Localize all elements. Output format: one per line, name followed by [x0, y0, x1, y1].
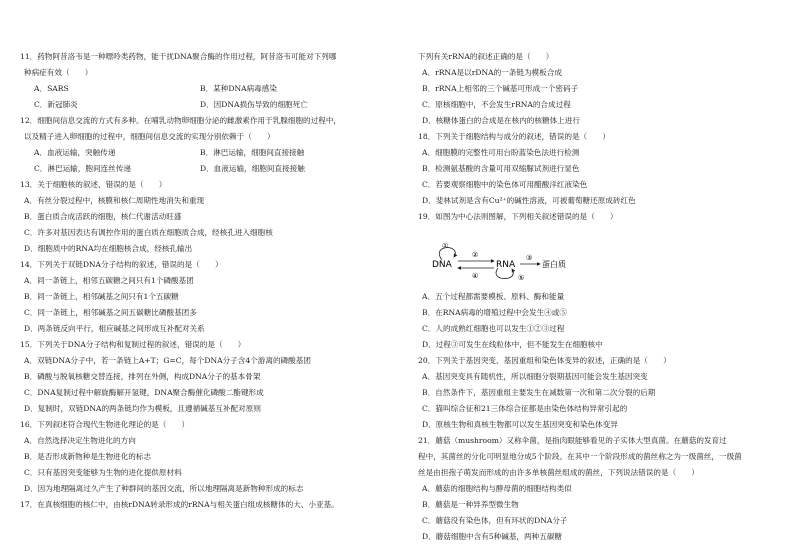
- q12-option-b: B．淋巴运输，细胞间直接接触: [200, 148, 305, 157]
- q16-option-b: B．是否形成新物种是生物进化的标志: [24, 452, 152, 461]
- q11-option-b: B．某种DNA病毒感染: [200, 84, 277, 93]
- q14-option-a: A．同一条链上，相邻五碳糖之间只有1个磷酸基团: [24, 276, 194, 285]
- q17-option-c: C．原核细胞中，不会发生rRNA的合成过程: [422, 100, 571, 109]
- q17-option-d: D．核糖体蛋白的合成是在核内的核糖体上进行: [422, 116, 580, 125]
- q13-option-a: A．有丝分裂过程中，核膜和核仁周期性地消失和重现: [24, 196, 205, 205]
- q12-stem-line1: 12．细胞间信息交流的方式有多种。在哺乳动物卵细胞分泌的雌激素作用于乳腺细胞的过程中，: [20, 116, 342, 125]
- q16-option-c: C．只有基因突变能够为生物的进化提供原材料: [24, 468, 182, 477]
- q18-option-b: B．检测氨基酸的含量可用双缩脲试剂进行显色: [422, 164, 580, 173]
- q20-option-a: A．基因突变具有随机性，所以细胞分裂期基因可能会发生基因突变: [422, 372, 648, 381]
- q14-option-c: C．同一条链上，相邻碱基之间五碳糖比磷酸基团多: [24, 308, 197, 317]
- label-1: ①: [442, 242, 449, 250]
- left-column: [20, 0, 392, 550]
- q19-option-d: D．过程③可发生在线粒体中，但不能发生在细胞核中: [422, 340, 603, 349]
- rna-node: RNA: [496, 260, 516, 270]
- q21-option-d: D．蘑菇细胞中含有5种碱基，两种五碳糖: [422, 532, 563, 541]
- q17-stem: 17．在真核细胞的核仁中，由核rDNA转录形成的rRNA与相关蛋白组成核糖体的大、小亚基。: [20, 500, 339, 509]
- q14-option-d: D．两条链反向平行，相应碱基之间形成互补配对关系: [24, 324, 205, 333]
- q18-stem: 18．下列关于细胞结构与成分的叙述，错误的是（ ）: [418, 132, 610, 141]
- q21-stem-line1: 21．蘑菇（mushroom）又称伞菌，是指肉眼能够看见的子实体大型真菌。在蘑菇的发育过: [418, 436, 727, 445]
- q11-stem-line1: 11．药物阿昔洛韦是一种嘌呤类药物，能干扰DNA聚合酶的作用过程，阿昔洛韦可能对下列哪: [20, 52, 337, 61]
- q19-option-c: C．人的成熟红细胞也可以发生①②③过程: [422, 324, 565, 333]
- q11-option-c: C．新冠肺炎: [34, 100, 78, 109]
- right-column: [418, 0, 790, 550]
- q13-stem: 13．关于细胞核的叙述，错误的是（ ）: [20, 180, 167, 189]
- q16-stem: 16．下列叙述符合现代生物进化理论的是（ ）: [20, 420, 190, 429]
- q16-option-a: A．自然选择决定生物进化的方向: [24, 436, 136, 445]
- q16-option-d: D．因为地理隔离过久产生了种群间的基因交流，所以地理隔离是新物种形成的标志: [24, 484, 304, 493]
- q21-stem-line2: 程中，其菌丝的分化可明显地分成5个阶段。在其中一个阶段形成的菌丝称之为一级菌丝，一级菌: [418, 452, 742, 461]
- q21-option-a: A．蘑菇的细胞结构与酵母菌的细胞结构类似: [422, 484, 572, 493]
- q13-option-d: D．细胞质中的RNA均在细胞核合成，经核孔输出: [24, 244, 193, 253]
- q19-option-a: A．五个过程都需要模板、原料、酶和能量: [422, 292, 565, 301]
- label-4: ④: [472, 272, 479, 280]
- q21-option-c: C．蘑菇没有染色体，但有环状的DNA分子: [422, 516, 568, 525]
- q15-option-d: D．复制时，双链DNA的两条链均作为模板，且遵循碱基互补配对原则: [24, 404, 261, 413]
- q15-option-c: C．DNA复制过程中解旋酶解开氢键，DNA聚合酶催化磷酸二酯键形成: [24, 388, 264, 397]
- q21-option-b: B．蘑菇是一种异养型微生物: [422, 500, 519, 509]
- q11-option-d: D．因DNA损伤导致的细胞死亡: [200, 100, 308, 109]
- q13-option-b: B．蛋白质合成活跃的细胞，核仁代谢活动旺盛: [24, 212, 182, 221]
- q15-option-a: A．双链DNA分子中，若一条链上A+T；G=C，每个DNA分子含4个游离的磷酸基团: [24, 356, 311, 365]
- q20-option-c: C．猫叫综合征和21三体综合征都是由染色体结构异常引起的: [422, 404, 628, 413]
- q12-option-a: A．血液运输，突触传递: [34, 148, 116, 157]
- q14-option-b: B．同一条链上，相邻碱基之间只有1个五碳糖: [24, 292, 179, 301]
- q11-stem-line2: 种病症有效（ ）: [24, 68, 93, 77]
- q21-stem-line3: 丝是由担孢子萌发而形成的由许多单核菌丝组成的菌丝，下列说法错误的是（ ）: [418, 468, 699, 477]
- q13-option-c: C．许多对基因表达有调控作用的蛋白质在细胞质合成，经核孔进入细胞核: [24, 228, 273, 237]
- label-5: ⑤: [518, 274, 525, 282]
- label-3: ③: [526, 254, 533, 262]
- q12-option-c: C．淋巴运输，胞间连丝传递: [34, 164, 131, 173]
- q11-option-a: A．SARS: [34, 84, 69, 93]
- q18-option-c: C．若要观察细胞中的染色体可用醋酸洋红液染色: [422, 180, 588, 189]
- q19-option-b: B．在RNA病毒的增殖过程中会发生④或⑤: [422, 308, 567, 317]
- q17-option-a: A．rRNA是以rDNA的一条链为模板合成: [422, 68, 562, 77]
- q18-option-a: A．细胞膜的完整性可用台盼蓝染色法进行检测: [422, 148, 580, 157]
- label-2: ②: [472, 251, 479, 259]
- q12-stem-line2: 以及精子进入卵细胞的过程中，细胞间信息交流的实现分别依赖于（ ）: [24, 132, 275, 141]
- q15-stem: 15．下列关于DNA分子结构和复制过程的叙述，错误的是（ ）: [20, 340, 246, 349]
- q15-option-b: B．磷酸与脱氧核糖交替连接，排列在外侧，构成DNA分子的基本骨架: [24, 372, 261, 381]
- protein-node: 蛋白质: [542, 260, 566, 269]
- q18-option-d: D．斐林试剂是含有Cu²⁺的碱性溶液，可被葡萄糖还原成砖红色: [422, 196, 636, 205]
- dna-node: DNA: [432, 260, 452, 270]
- q17-option-b: B．rRNA上相邻的三个碱基可形成一个密码子: [422, 84, 579, 93]
- central-dogma-diagram: [428, 240, 578, 282]
- q14-stem: 14．下列关于双链DNA分子结构的叙述，错误的是（ ）: [20, 260, 223, 269]
- q20-option-d: D．原核生物和真核生物都可以发生基因突变和染色体变异: [422, 420, 618, 429]
- q19-stem: 19．如图为中心法则图解，下列相关叙述错误的是（ ）: [418, 212, 618, 221]
- q17-question: 下列有关rRNA的叙述正确的是（ ）: [418, 52, 554, 61]
- q20-stem: 20．下列关于基因突变、基因重组和染色体变异的叙述，正确的是（ ）: [418, 356, 671, 365]
- q12-option-d: D．血液运输，细胞间直接接触: [200, 164, 305, 173]
- q20-option-b: B．自然条件下，基因重组主要发生在减数第一次和第二次分裂的后期: [422, 388, 656, 397]
